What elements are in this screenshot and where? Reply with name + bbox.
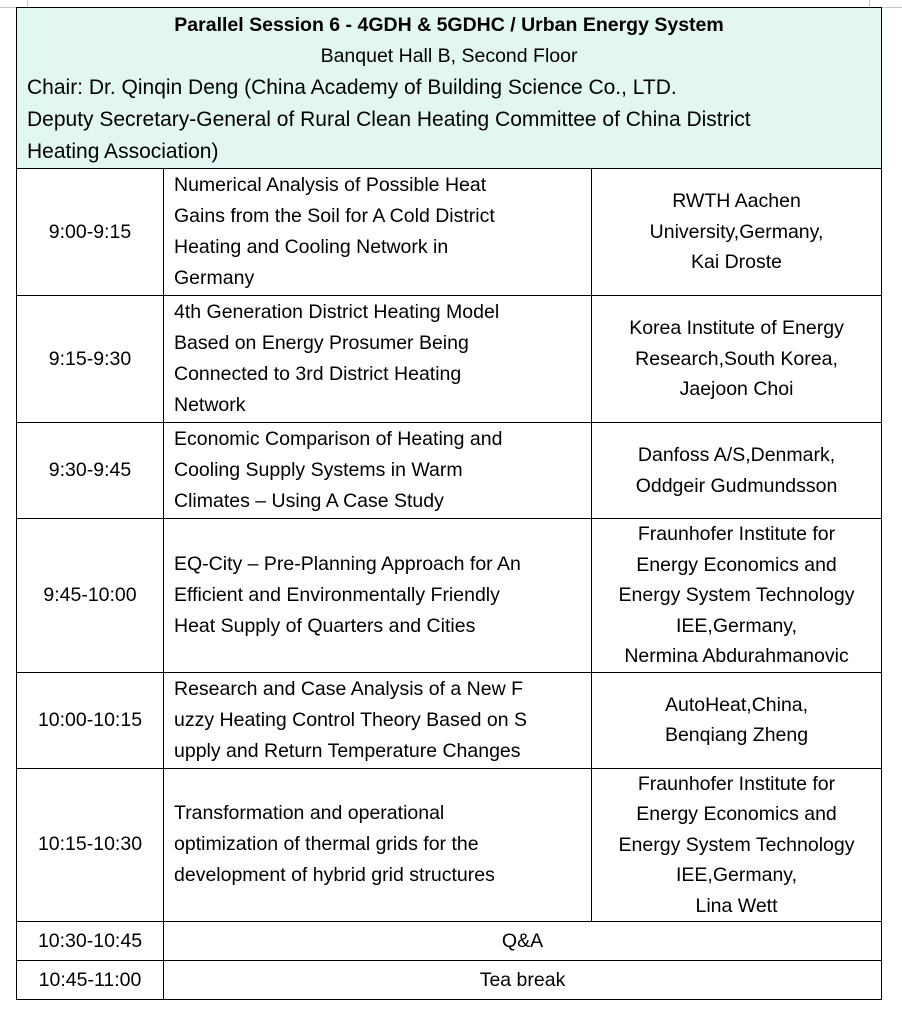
talk-title bbox=[164, 169, 592, 296]
talk-title-line: EQ-City – Pre-Planning Approach for An bbox=[174, 552, 521, 575]
affiliation-line: Jaejoon Choi bbox=[679, 378, 794, 401]
page-margin-mark bbox=[27, 0, 28, 7]
affiliation-line: Fraunhofer Institute for bbox=[637, 772, 836, 795]
affiliation-line: Lina Wett bbox=[695, 894, 778, 917]
time-slot: 9:30-9:45 bbox=[17, 423, 164, 519]
talk-title-line: Connected to 3rd District Heating bbox=[174, 363, 462, 385]
session-title: Parallel Session 6 - 4GDH & 5GDHC / Urban Energy System bbox=[174, 14, 724, 36]
talk-title-line: Economic Comparison of Heating and bbox=[174, 428, 503, 450]
affiliation-line: Oddgeir Gudmundsson bbox=[635, 474, 838, 497]
time-slot: 10:00-10:15 bbox=[17, 672, 164, 768]
time-slot: 9:00-9:15 bbox=[17, 169, 164, 296]
affiliation-line: Fraunhofer Institute for bbox=[637, 523, 836, 545]
session-header-row bbox=[17, 8, 882, 169]
talk-title bbox=[164, 672, 592, 768]
time-slot: 10:45-11:00 bbox=[17, 961, 164, 1000]
session-header-cell bbox=[17, 8, 882, 169]
affiliation-line: AutoHeat,China, bbox=[664, 693, 809, 716]
chair-line: Chair: Dr. Qinqin Deng (China Academy of Building Science Co., LTD. bbox=[27, 76, 677, 99]
session-schedule-table bbox=[16, 7, 882, 1000]
break-label: Q&A bbox=[164, 922, 882, 961]
talk-title-line: upply and Return Temperature Changes bbox=[174, 739, 521, 762]
session-venue: Banquet Hall B, Second Floor bbox=[320, 45, 578, 67]
page-margin-mark bbox=[869, 0, 870, 7]
speaker-affiliation bbox=[592, 768, 882, 922]
talk-title-line: Efficient and Environmentally Friendly bbox=[174, 583, 500, 606]
speaker-affiliation bbox=[592, 519, 882, 673]
speaker-affiliation bbox=[592, 423, 882, 519]
affiliation-line: Energy Economics and bbox=[636, 803, 837, 825]
break-label: Tea break bbox=[164, 961, 882, 1000]
talk-title bbox=[164, 519, 592, 673]
talk-title-line: Cooling Supply Systems in Warm bbox=[174, 459, 463, 481]
affiliation-line: IEE,Germany, bbox=[676, 614, 798, 637]
speaker-affiliation bbox=[592, 169, 882, 296]
talk-row bbox=[17, 672, 882, 768]
talk-title-line: Heating and Cooling Network in bbox=[174, 236, 449, 258]
talk-row bbox=[17, 519, 882, 673]
page-margin-mark bbox=[881, 7, 902, 8]
speaker-affiliation bbox=[592, 672, 882, 768]
talk-title-line: Network bbox=[174, 394, 246, 416]
affiliation-line: RWTH Aachen bbox=[672, 190, 801, 213]
break-row bbox=[17, 961, 882, 1000]
talk-title-line: Transformation and operational bbox=[174, 802, 445, 825]
talk-title-line: optimization of thermal grids for the bbox=[174, 833, 479, 856]
page-margin-mark bbox=[0, 7, 16, 8]
talk-title-line: Climates – Using A Case Study bbox=[174, 490, 444, 512]
affiliation-line: Energy System Technology bbox=[618, 833, 855, 856]
affiliation-line: Kai Droste bbox=[690, 251, 783, 274]
session-chair bbox=[27, 72, 871, 168]
affiliation-line: Energy Economics and bbox=[636, 553, 837, 576]
talk-title-line: Numerical Analysis of Possible Heat bbox=[174, 174, 487, 196]
talk-title-line: uzzy Heating Control Theory Based on S bbox=[174, 708, 527, 731]
talk-title bbox=[164, 423, 592, 519]
talk-title-line: 4th Generation District Heating Model bbox=[174, 301, 500, 323]
time-slot: 9:45-10:00 bbox=[17, 519, 164, 673]
talk-title-line: Gains from the Soil for A Cold District bbox=[174, 205, 495, 227]
talk-title-line: Research and Case Analysis of a New F bbox=[174, 677, 524, 700]
affiliation-line: Nermina Abdurahmanovic bbox=[624, 645, 849, 667]
affiliation-line: Benqiang Zheng bbox=[664, 724, 809, 746]
talk-title-line: Heat Supply of Quarters and Cities bbox=[174, 614, 476, 637]
speaker-affiliation bbox=[592, 296, 882, 423]
time-slot: 10:30-10:45 bbox=[17, 922, 164, 961]
chair-line: Deputy Secretary-General of Rural Clean Heating Committee of China District bbox=[27, 108, 751, 131]
talk-title-line: Based on Energy Prosumer Being bbox=[174, 332, 469, 354]
time-slot: 9:15-9:30 bbox=[17, 296, 164, 423]
talk-row bbox=[17, 768, 882, 922]
talk-title bbox=[164, 296, 592, 423]
affiliation-line: Danfoss A/S,Denmark, bbox=[637, 444, 836, 466]
talk-title bbox=[164, 768, 592, 922]
affiliation-line: Korea Institute of Energy bbox=[629, 317, 844, 340]
chair-line: Heating Association) bbox=[27, 140, 219, 163]
talk-row bbox=[17, 423, 882, 519]
talk-title-line: Germany bbox=[174, 267, 255, 289]
affiliation-line: IEE,Germany, bbox=[676, 864, 798, 886]
talk-row bbox=[17, 169, 882, 296]
break-row bbox=[17, 922, 882, 961]
affiliation-line: Energy System Technology bbox=[618, 584, 855, 606]
talk-title-line: development of hybrid grid structures bbox=[174, 864, 495, 887]
talk-row bbox=[17, 296, 882, 423]
affiliation-line: Research,South Korea, bbox=[635, 347, 838, 370]
affiliation-line: University,Germany, bbox=[649, 220, 824, 243]
time-slot: 10:15-10:30 bbox=[17, 768, 164, 922]
